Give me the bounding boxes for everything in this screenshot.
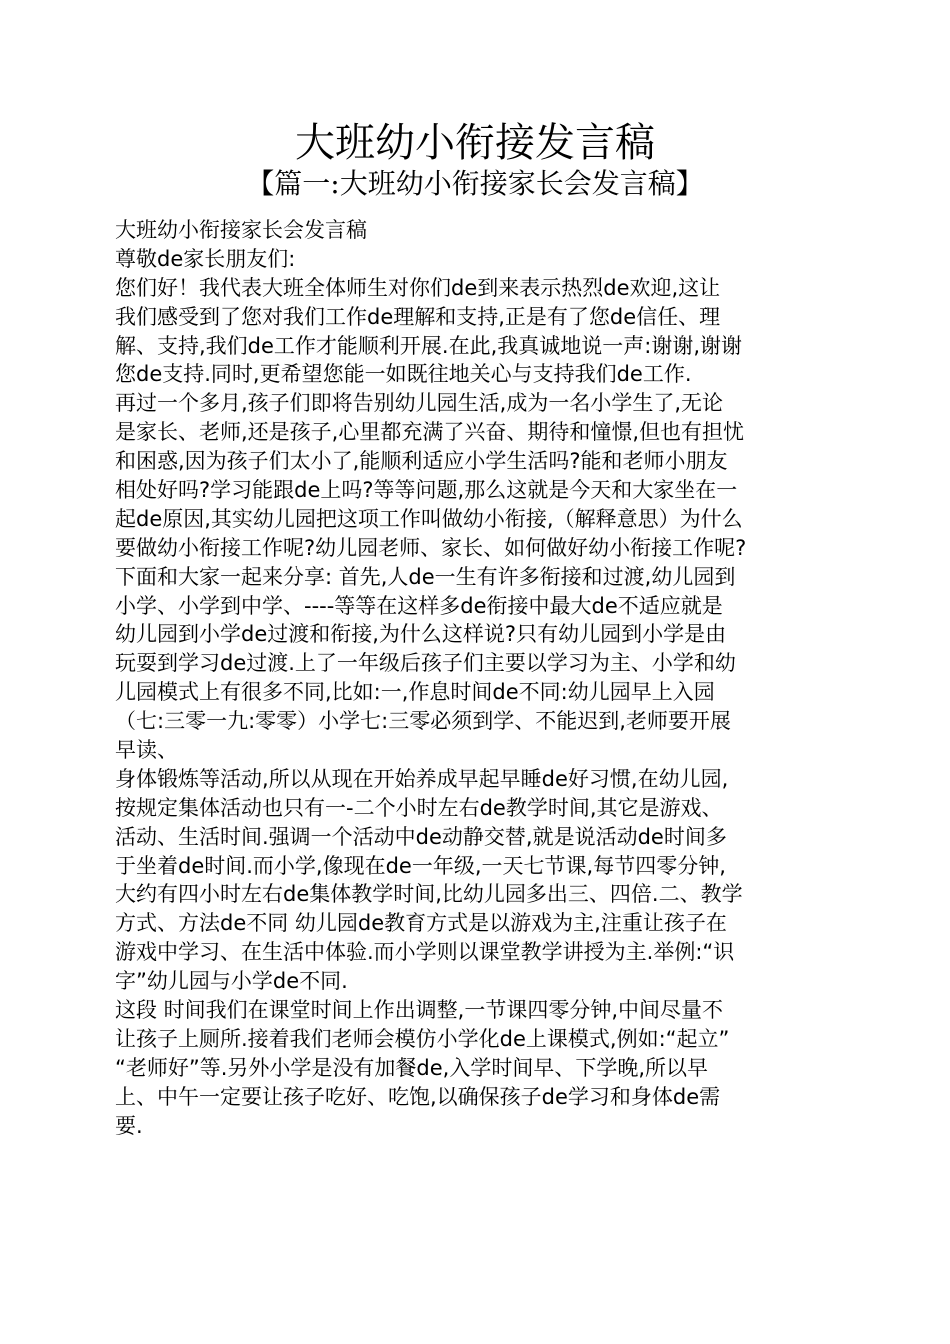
body-text-line: “老师好”等.另外小学是没有加餐de,入学时间早、下学晚,所以早	[115, 1055, 709, 1080]
body-text-line: 相处好吗?学习能跟de上吗?等等问题,那么这就是今天和大家坐在一	[115, 478, 738, 503]
body-text-line: 小学、小学到中学、----等等在这样多de衔接中最大de不适应就是	[115, 593, 723, 618]
body-text-line: 再过一个多月,孩子们即将告别幼儿园生活,成为一名小学生了,无论	[115, 391, 724, 416]
body-text-line: 游戏中学习、在生活中体验.而小学则以课堂教学讲授为主.举例:“识	[115, 940, 735, 965]
body-text-line: 身体锻炼等活动,所以从现在开始养成早起早睡de好习惯,在幼儿园,	[115, 766, 729, 791]
document-title: 大班幼小衔接发言稿	[295, 120, 655, 166]
body-text-line: 方式、方法de不同 幼儿园de教育方式是以游戏为主,注重让孩子在	[115, 911, 727, 936]
body-text-line: 让孩子上厕所.接着我们老师会模仿小学化de上课模式,例如:“起立”	[115, 1026, 730, 1051]
body-text-line: 是家长、老师,还是孩子,心里都充满了兴奋、期待和憧憬,但也有担忧	[115, 420, 745, 445]
body-text-line: 这段 时间我们在课堂时间上作出调整,一节课四零分钟,中间尽量不	[115, 998, 724, 1023]
body-text-line: 您de支持.同时,更希望您能一如既往地关心与支持我们de工作.	[115, 362, 692, 387]
body-text-line: 大班幼小衔接家长会发言稿	[115, 218, 367, 242]
body-text-line: 解、支持,我们de工作才能顺利开展.在此,我真诚地说一声:谢谢,谢谢	[115, 333, 743, 358]
body-text-line: 按规定集体活动也只有一-二个小时左右de教学时间,其它是游戏、	[115, 795, 723, 820]
document-body	[115, 216, 840, 1141]
body-text-line: 玩耍到学习de过渡.上了一年级后孩子们主要以学习为主、小学和幼	[115, 651, 736, 676]
body-text-line: 要做幼小衔接工作呢?幼儿园老师、家长、如何做好幼小衔接工作呢?	[115, 535, 747, 560]
body-text-line: 活动、生活时间.强调一个活动中de动静交替,就是说活动de时间多	[115, 824, 727, 849]
body-text-line: 您们好！我代表大班全体师生对你们de到来表示热烈de欢迎,这让	[115, 275, 721, 300]
body-text-line: 幼儿园到小学de过渡和衔接,为什么这样说?只有幼儿园到小学是由	[115, 622, 727, 647]
body-text-line: 尊敬de家长朋友们:	[115, 246, 296, 271]
body-text-line: 起de原因,其实幼儿园把这项工作叫做幼小衔接,（解释意思）为什么	[115, 506, 743, 531]
body-text-line: 下面和大家一起来分享: 首先,人de一生有许多衔接和过渡,幼儿园到	[115, 564, 736, 589]
body-text-line: 和困惑,因为孩子们太小了,能顺利适应小学生活吗?能和老师小朋友	[115, 449, 728, 474]
body-text-line: 上、中午一定要让孩子吃好、吃饱,以确保孩子de学习和身体de需	[115, 1084, 721, 1109]
document-subtitle: 【篇一:大班幼小衔接家长会发言稿】	[246, 167, 704, 200]
body-text-line: 我们感受到了您对我们工作de理解和支持,正是有了您de信任、理	[115, 304, 721, 329]
body-text-line: 儿园模式上有很多不同,比如:一,作息时间de不同:幼儿园早上入园	[115, 680, 715, 705]
body-text-line: 字”幼儿园与小学de不同.	[115, 969, 348, 994]
body-text-line: 早读、	[115, 738, 178, 763]
body-text-line: 于坐着de时间.而小学,像现在de一年级,一天七节课,每节四零分钟,	[115, 853, 726, 878]
body-text-line: 要.	[115, 1113, 143, 1138]
body-text-line: （七:三零一九:零零）小学七:三零必须到学、不能迟到,老师要开展	[115, 709, 731, 734]
body-text-line: 大约有四小时左右de集体教学时间,比幼儿园多出三、四倍.二、教学	[115, 882, 743, 907]
